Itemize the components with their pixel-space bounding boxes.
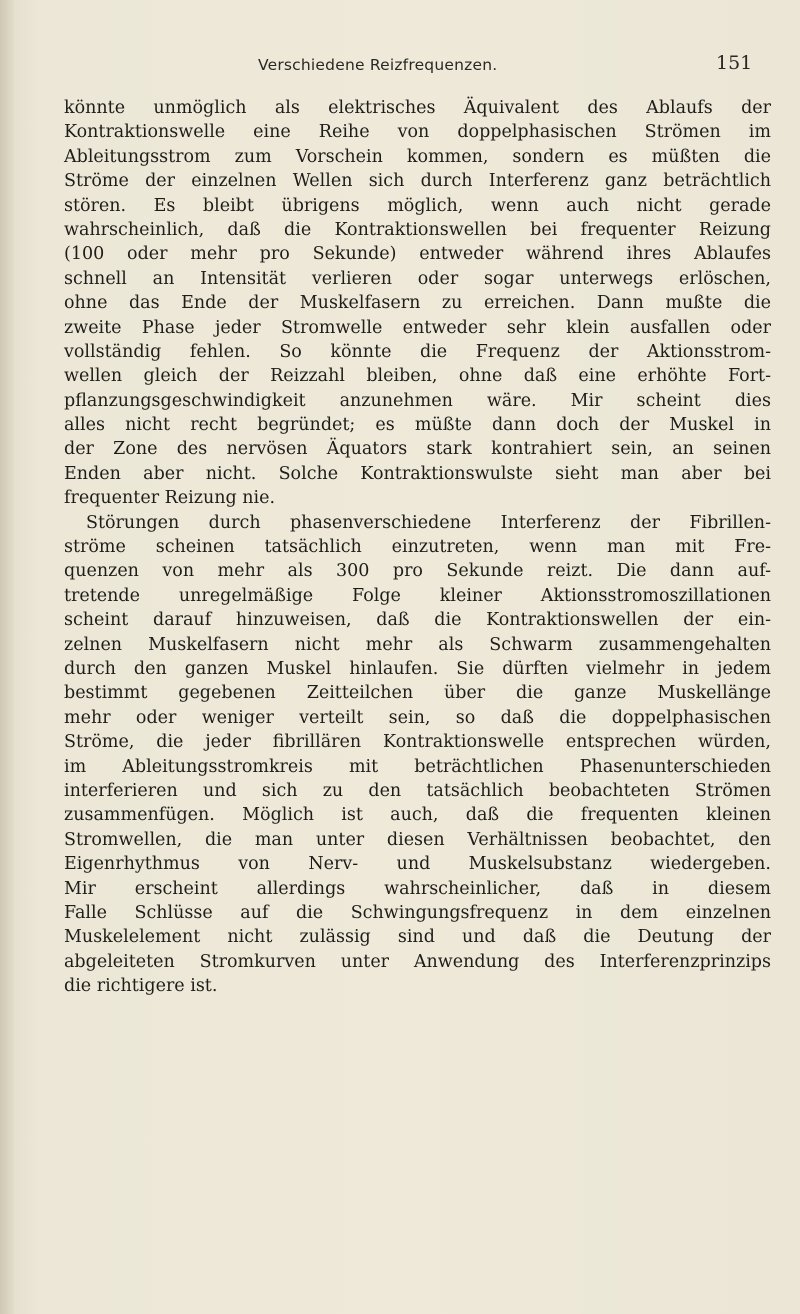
- text-line: vollständig fehlen. So könnte die Frequenz der Aktionsstrom-: [64, 341, 771, 362]
- text-line: ohne das Ende der Muskelfasern zu erreichen. Dann mußte die: [64, 293, 771, 314]
- text-line: interferieren und sich zu den tatsächlich beobachteten Strömen: [64, 780, 771, 801]
- text-line: wahrscheinlich, daß die Kontraktionswellen bei frequenter Reizung: [64, 219, 771, 240]
- text-line: zweite Phase jeder Stromwelle entweder sehr klein ausfallen oder: [64, 317, 771, 338]
- running-head: Verschiedene Reizfrequenzen.: [258, 56, 498, 74]
- text-line: im Ableitungsstromkreis mit beträchtlichen Phasenunterschieden: [64, 756, 771, 777]
- text-line: Störungen durch phasenverschiedene Interferenz der Fibrillen-: [86, 512, 771, 533]
- text-line: Enden aber nicht. Solche Kontraktionswulste sieht man aber bei: [64, 463, 771, 484]
- text-line: die richtigere ist.: [64, 976, 218, 997]
- text-line: zusammenfügen. Möglich ist auch, daß die frequenten kleinen: [64, 805, 771, 826]
- page-gutter: [0, 0, 14, 1314]
- text-line: frequenter Reizung nie.: [64, 488, 276, 509]
- text-line: Kontraktionswelle eine Reihe von doppelphasischen Strömen im: [64, 122, 771, 143]
- text-line: schnell an Intensität verlieren oder sogar unterwegs erlöschen,: [64, 268, 771, 289]
- text-line: Mir erscheint allerdings wahrscheinlicher, daß in diesem: [64, 878, 771, 899]
- text-line: durch den ganzen Muskel hinlaufen. Sie dürften vielmehr in jedem: [64, 658, 771, 679]
- body-text: [64, 96, 771, 998]
- text-line: Stromwellen, die man unter diesen Verhältnissen beobachtet, den: [64, 829, 771, 850]
- text-line: könnte unmöglich als elektrisches Äquivalent des Ablaufs der: [64, 98, 771, 118]
- text-line: tretende unregelmäßige Folge kleiner Aktionsstromoszillationen: [64, 585, 771, 606]
- text-line: wellen gleich der Reizzahl bleiben, ohne daß eine erhöhte Fort-: [64, 366, 771, 387]
- text-line: mehr oder weniger verteilt sein, so daß die doppelphasischen: [64, 707, 771, 728]
- text-line: Falle Schlüsse auf die Schwingungsfrequenz in dem einzelnen: [64, 902, 771, 923]
- text-line: Ableitungsstrom zum Vorschein kommen, sondern es müßten die: [64, 146, 771, 167]
- text-line: pflanzungsgeschwindigkeit anzunehmen wäre. Mir scheint dies: [64, 390, 771, 411]
- page-header: [0, 50, 800, 84]
- text-line: Ströme, die jeder fibrillären Kontraktionswelle entsprechen würden,: [64, 732, 771, 753]
- text-line: Ströme der einzelnen Wellen sich durch Interferenz ganz beträchtlich: [64, 171, 771, 192]
- text-line: stören. Es bleibt übrigens möglich, wenn auch nicht gerade: [64, 195, 771, 216]
- text-line: ströme scheinen tatsächlich einzutreten, wenn man mit Fre-: [64, 537, 771, 558]
- text-line: bestimmt gegebenen Zeitteilchen über die ganze Muskellänge: [64, 683, 771, 704]
- text-line: der Zone des nervösen Äquators stark kontrahiert sein, an seinen: [64, 439, 771, 460]
- page-number: 151: [716, 52, 753, 74]
- text-line: alles nicht recht begründet; es müßte dann doch der Muskel in: [64, 415, 771, 436]
- text-line: quenzen von mehr als 300 pro Sekunde reizt. Die dann auf-: [64, 561, 771, 582]
- text-line: zelnen Muskelfasern nicht mehr als Schwarm zusammengehalten: [64, 634, 771, 655]
- text-line: Muskelelement nicht zulässig sind und daß die Deutung der: [64, 927, 771, 948]
- text-line: Eigenrhythmus von Nerv- und Muskelsubstanz wiedergeben.: [64, 854, 771, 875]
- text-line: abgeleiteten Stromkurven unter Anwendung des Interferenzprinzips: [64, 951, 771, 972]
- text-line: (100 oder mehr pro Sekunde) entweder während ihres Ablaufes: [64, 244, 771, 265]
- text-line: scheint darauf hinzuweisen, daß die Kontraktionswellen der ein-: [64, 610, 771, 631]
